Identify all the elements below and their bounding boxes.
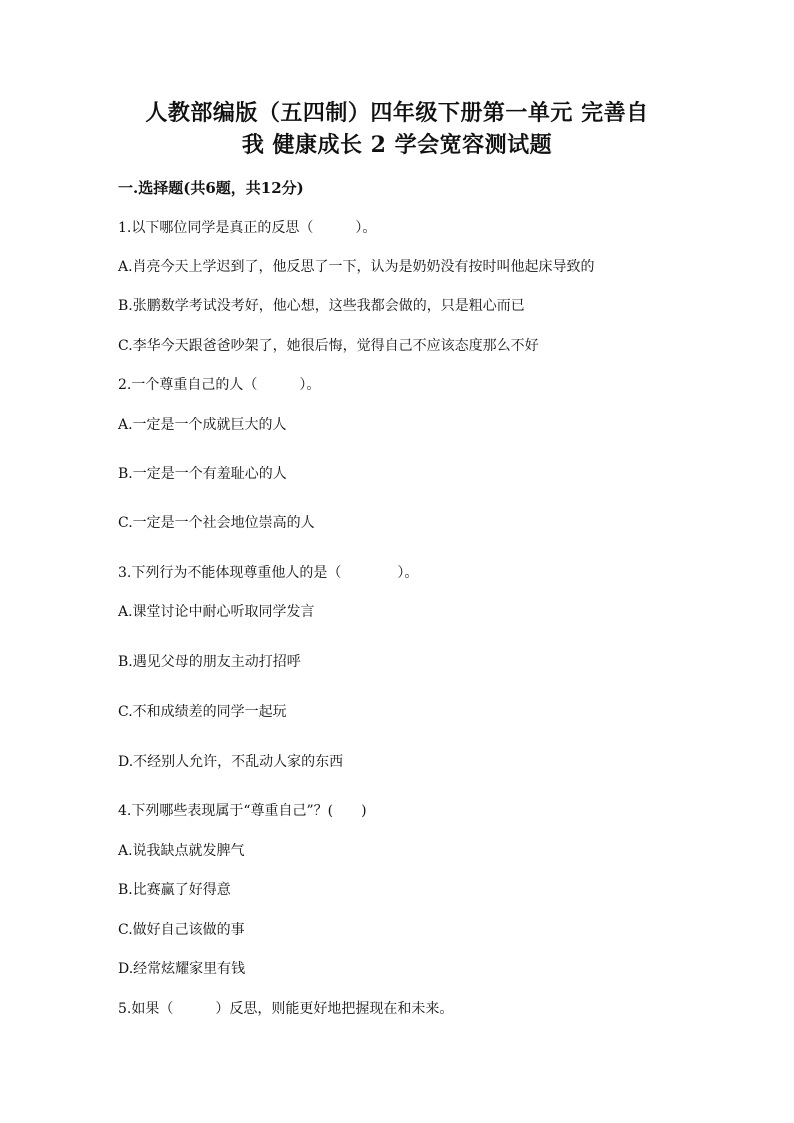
question-5-stem: 5.如果（ ）反思，则能更好地把握现在和未来。: [118, 1001, 454, 1017]
question-2-option-b: B.一定是一个有羞耻心的人: [118, 466, 287, 482]
question-3-option-a: A.课堂讨论中耐心听取同学发言: [118, 604, 315, 620]
question-4-stem: 4.下列哪些表现属于“尊重自己”？( ): [118, 803, 367, 819]
section-heading: 一.选择题(共6题，共12分): [118, 179, 304, 197]
question-3-option-b: B.遇见父母的朋友主动打招呼: [118, 654, 301, 670]
question-2-option-a: A.一定是一个成就巨大的人: [118, 417, 287, 433]
question-1-option-a: A.肖亮今天上学迟到了，他反思了一下，认为是奶奶没有按时叫他起床导致的: [118, 259, 595, 275]
question-4-option-a: A.说我缺点就发脾气: [118, 843, 245, 859]
question-3-option-c: C.不和成绩差的同学一起玩: [118, 704, 287, 720]
question-2-option-c: C.一定是一个社会地位崇高的人: [118, 515, 315, 531]
question-1-option-b: B.张鹏数学考试没考好，他心想，这些我都会做的，只是粗心而已: [118, 298, 525, 314]
question-1-option-c: C.李华今天跟爸爸吵架了，她很后悔，觉得自己不应该态度那么不好: [118, 338, 539, 354]
question-4-option-d: D.经常炫耀家里有钱: [118, 961, 246, 977]
question-4-option-b: B.比赛赢了好得意: [118, 882, 231, 898]
question-2-stem: 2.一个尊重自己的人（ ）。: [118, 377, 321, 393]
page-title-line-2: 我 健康成长 2 学会宽容测试题: [241, 132, 553, 158]
question-3-stem: 3.下列行为不能体现尊重他人的是（ ）。: [118, 565, 419, 581]
question-1-stem: 1.以下哪位同学是真正的反思（ ）。: [118, 220, 377, 236]
page-title-line-1: 人教部编版（五四制）四年级下册第一单元 完善自: [145, 100, 649, 126]
question-3-option-d: D.不经别人允许，不乱动人家的东西: [118, 754, 344, 770]
question-4-option-c: C.做好自己该做的事: [118, 922, 245, 938]
